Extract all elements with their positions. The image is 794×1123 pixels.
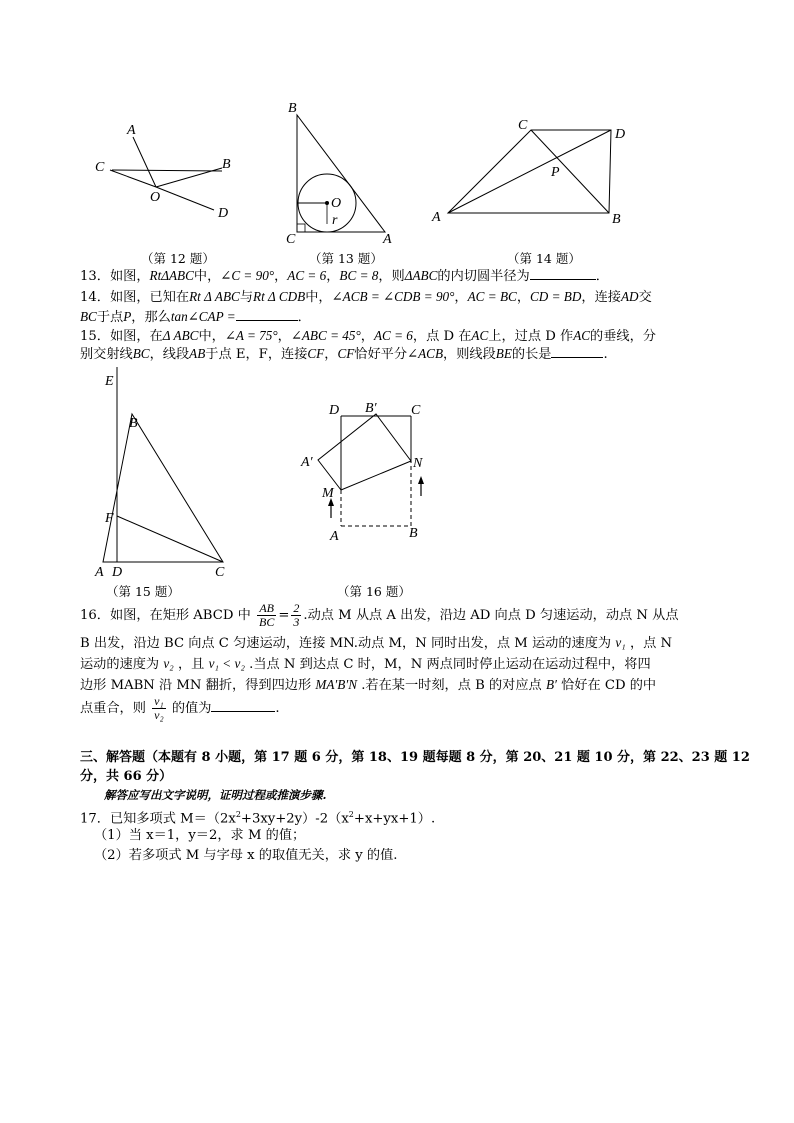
question-14-line1: 14．如图，已知在Rt Δ ABC与Rt Δ CDB中，∠ACB = ∠CDB = 90°，AC = BC，CD = BD，连接AD交	[80, 289, 652, 305]
caption-13: （第 13 题）	[309, 251, 383, 266]
label-F: F	[105, 511, 114, 526]
question-16-line1: 16．如图，在矩形 ABCD 中 $\frac{AB}{BC}$ = $\frac{2}{3}$ .动点 M 从点 A 出发，沿边 AD 向点 D 匀速运动，动点 N 从点	[80, 601, 679, 629]
label-A: A	[432, 210, 441, 225]
right-angle-mark	[297, 224, 305, 232]
caption-15: （第 15 题）	[106, 584, 180, 599]
label-A: A	[330, 529, 339, 544]
answer-blank-16[interactable]	[211, 699, 275, 712]
label-P: P	[551, 165, 560, 180]
label-A: A	[95, 565, 104, 580]
label-E: E	[105, 374, 114, 389]
question-16-line5: 点重合，则 $\frac{\text{v₁}}{\text{v₂}}$ 的值为 .	[80, 694, 280, 722]
line-AD	[448, 130, 611, 213]
question-15-line1: 15．如图，在Δ ABC中，∠A = 75°，∠ABC = 45°，AC = 6，点 D 在AC上，过点 D 作AC的垂线，分	[80, 328, 656, 344]
fraction-ab-bc: $\frac{AB}{BC}$	[259, 601, 275, 629]
question-17-part1: （1）当 x＝1，y＝2，求 M 的值；	[94, 828, 306, 843]
label-B: B	[288, 101, 297, 116]
answer-blank-15[interactable]	[551, 345, 603, 358]
label-A: A	[127, 123, 136, 138]
question-13: 13．如图，RtΔABC中，∠C = 90°，AC = 6，BC = 8，则ΔABC的内切圆半径为 ．	[80, 268, 609, 284]
label-O: O	[331, 196, 342, 211]
label-B: B	[129, 416, 138, 431]
question-15-line2: 别交射线BC，线段AB于点 E，F，连接CF，CF恰好平分∠ACB，则线段BE的长是 .	[80, 346, 608, 362]
question-16-line3: 运动的速度为 v₂ ，且 v₁ < v₂ .当点 N 到达点 C 时，M，N 两点同时停止运动在运动过程中，将四	[80, 656, 651, 672]
answer-blank-14[interactable]	[236, 308, 298, 321]
folded-quad	[318, 414, 411, 490]
label-C: C	[411, 403, 421, 418]
fraction-v1-v2: $\frac{\text{v₁}}{\text{v₂}}$	[154, 694, 164, 722]
label-D: D	[615, 127, 626, 142]
triangle-ABC	[103, 414, 223, 562]
label-C: C	[215, 565, 225, 580]
caption-16: （第 16 题）	[337, 584, 411, 599]
ray-OD	[156, 187, 214, 210]
section-3-heading: 三、解答题（本题有 8 小题，第 17 题 6 分，第 18、19 题每题 8 分，第 20、21 题 10 分，第 22、23 题 12	[80, 750, 750, 765]
question-16-line4: 边形 MABN 沿 MN 翻折，得到四边形 MA′B′N .若在某一时刻，点 B 的对应点 B′ 恰好在 CD 的中	[80, 677, 657, 693]
section-3-note: 解答应写出文字说明，证明过程或推演步骤.	[104, 788, 327, 802]
label-O: O	[150, 190, 161, 205]
question-17-part2: （2）若多项式 M 与字母 x 的取值无关，求 y 的值.	[94, 848, 398, 863]
label-D: D	[218, 206, 229, 221]
label-r: r	[332, 213, 338, 228]
question-14-line2: BC于点P，那么tan∠CAP = ．	[80, 309, 311, 325]
figure-12	[80, 115, 250, 225]
arrow-N-head	[418, 476, 424, 484]
question-17-stem: 17．已知多项式 $M=(2x^2+3xy+2y)-2(x^2+x+yx+1)$.	[80, 810, 436, 827]
label-N: N	[413, 456, 423, 471]
caption-12: （第 12 题）	[141, 251, 215, 266]
line-CB	[531, 130, 609, 213]
figure-15	[90, 362, 240, 582]
figure-16	[298, 398, 438, 543]
label-B: B	[222, 157, 231, 172]
figure-13	[285, 100, 395, 245]
section-3-heading-line2: 分，共 66 分）	[80, 769, 173, 784]
line-FC	[117, 516, 223, 562]
label-B: B	[409, 526, 418, 541]
label-D: D	[112, 565, 123, 580]
label-D: D	[329, 403, 340, 418]
center-dot	[325, 201, 329, 205]
label-A-prime: A′	[301, 455, 313, 470]
label-C: C	[518, 118, 528, 133]
label-C: C	[95, 160, 105, 175]
label-A: A	[383, 232, 392, 247]
question-16-line2: B 出发，沿边 BC 向点 C 匀速运动，连接 MN.动点 M，N 同时出发，点 M 运动的速度为 v₁ ，点 N	[80, 635, 673, 651]
fraction-2-3: $\frac{2}{3}$	[293, 601, 300, 629]
label-C: C	[286, 232, 296, 247]
label-B-prime: B′	[365, 401, 377, 416]
line-CB	[112, 170, 222, 171]
label-M: M	[322, 486, 334, 501]
caption-14: （第 14 题）	[507, 251, 581, 266]
figure-14	[428, 115, 643, 230]
answer-blank-13[interactable]	[530, 267, 596, 280]
label-B: B	[612, 212, 621, 227]
triangle-ABC	[297, 115, 385, 232]
